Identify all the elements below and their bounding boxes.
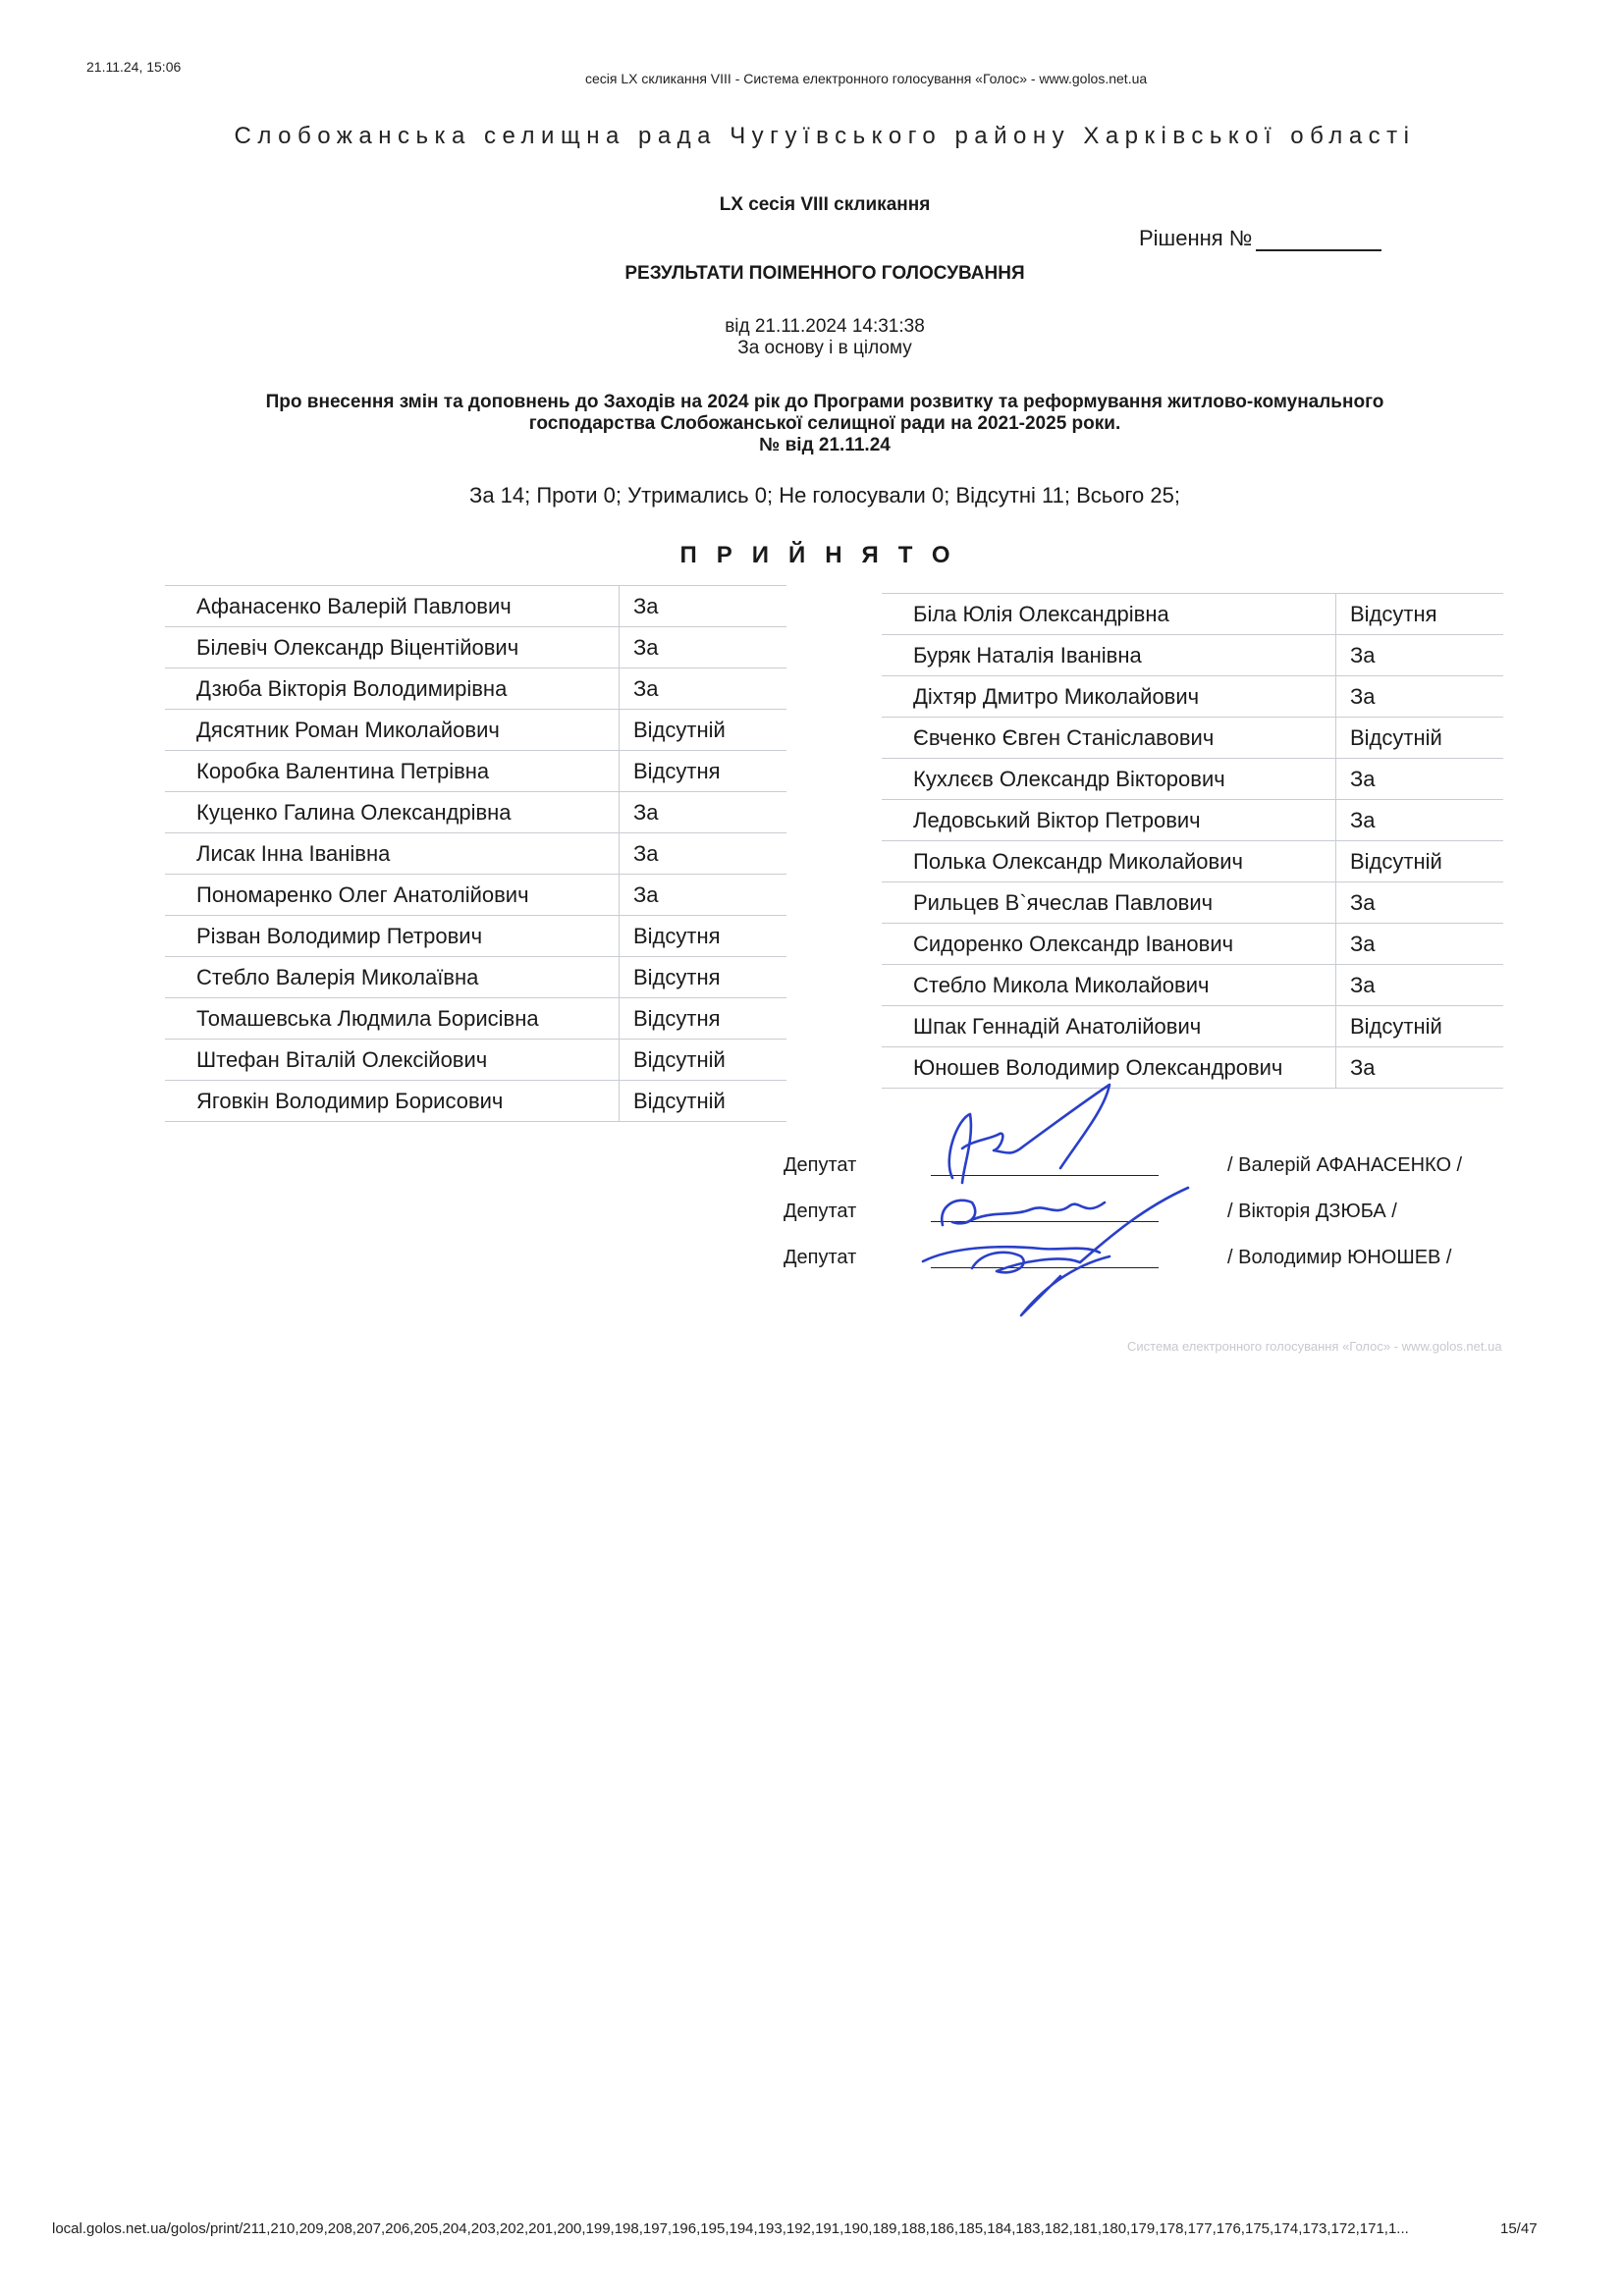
vote-status: Відсутня [1336, 594, 1504, 635]
vote-row [882, 841, 1503, 882]
vote-row [882, 759, 1503, 800]
vote-date: від 21.11.2024 14:31:38 [725, 316, 925, 337]
signature-stroke [967, 1202, 1105, 1222]
resolution-number: № від 21.11.24 [759, 435, 891, 455]
signatory-role: Депутат [784, 1247, 857, 1268]
vote-row [165, 998, 786, 1040]
deputy-name: Різван Володимир Петрович [165, 916, 620, 957]
deputy-name: Сидоренко Олександр Іванович [882, 924, 1336, 965]
vote-row [882, 965, 1503, 1006]
signature-stroke [1023, 1085, 1110, 1168]
deputy-name: Біла Юлія Олександрівна [882, 594, 1336, 635]
vote-row [165, 668, 786, 710]
decision-label: Рішення № [1139, 226, 1253, 250]
signature-stroke [1021, 1256, 1110, 1315]
decision-number [1139, 226, 1381, 251]
resolution-title-line2: господарства Слобожанської селищної ради на 2021-2025 роки. [528, 413, 1121, 434]
votes-table-right [882, 593, 1503, 1089]
deputy-name: Дясятник Роман Миколайович [165, 710, 620, 751]
vote-status: За [620, 586, 787, 627]
signatory-name: / Вікторія ДЗЮБА / [1227, 1201, 1397, 1222]
deputy-name: Дзюба Вікторія Володимирівна [165, 668, 620, 710]
deputy-name: Лисак Інна Іванівна [165, 833, 620, 875]
vote-status: Відсутня [620, 998, 787, 1040]
vote-status: За [620, 668, 787, 710]
vote-row [882, 635, 1503, 676]
vote-row [165, 916, 786, 957]
vote-row [165, 586, 786, 627]
vote-row [165, 792, 786, 833]
vote-row [882, 718, 1503, 759]
vote-row [165, 710, 786, 751]
results-title: РЕЗУЛЬТАТИ ПОІМЕННОГО ГОЛОСУВАННЯ [624, 263, 1025, 284]
vote-row [882, 594, 1503, 635]
signatory-role: Депутат [784, 1154, 857, 1176]
signatory-role: Депутат [784, 1201, 857, 1222]
deputy-name: Кухлєєв Олександр Вікторович [882, 759, 1336, 800]
vote-status: За [1336, 676, 1504, 718]
vote-status: Відсутній [1336, 718, 1504, 759]
deputy-name: Ледовський Віктор Петрович [882, 800, 1336, 841]
vote-row [165, 957, 786, 998]
page-number: 15/47 [1500, 2220, 1538, 2237]
vote-row [882, 676, 1503, 718]
deputy-name: Стебло Микола Миколайович [882, 965, 1336, 1006]
deputy-name: Томашевська Людмила Борисівна [165, 998, 620, 1040]
deputy-name: Куценко Галина Олександрівна [165, 792, 620, 833]
signature-stroke [949, 1114, 971, 1183]
vote-row [882, 800, 1503, 841]
vote-status: За [1336, 759, 1504, 800]
vote-status: Відсутній [1336, 841, 1504, 882]
council-name: Слобожанська селищна рада Чугуївського району Харківської області [234, 123, 1416, 149]
deputy-name: Пономаренко Олег Анатолійович [165, 875, 620, 916]
deputy-name: Афанасенко Валерій Павлович [165, 586, 620, 627]
vote-status: За [1336, 1047, 1504, 1089]
vote-row [165, 627, 786, 668]
vote-row [882, 924, 1503, 965]
deputy-name: Рильцев В`ячеслав Павлович [882, 882, 1336, 924]
vote-status: За [1336, 635, 1504, 676]
vote-status: Відсутня [620, 751, 787, 792]
deputy-name: Євченко Євген Станіславович [882, 718, 1336, 759]
vote-row [165, 875, 786, 916]
vote-status: За [1336, 965, 1504, 1006]
handwritten-signatures [913, 1080, 1198, 1325]
session-title: LX сесія VIII скликання [719, 194, 931, 215]
vote-status: Відсутня [620, 916, 787, 957]
vote-summary: За 14; Проти 0; Утримались 0; Не голосували 0; Відсутні 11; Всього 25; [469, 483, 1180, 507]
vote-status: Відсутній [1336, 1006, 1504, 1047]
vote-row [882, 1006, 1503, 1047]
print-system-title: сесія LX скликання VIII - Система електронного голосування «Голос» - www.golos.net.ua [585, 71, 1148, 86]
deputy-name: Шпак Геннадій Анатолійович [882, 1006, 1336, 1047]
vote-status: Відсутній [620, 1040, 787, 1081]
signatory-name: / Володимир ЮНОШЕВ / [1227, 1247, 1452, 1268]
signatory-name: / Валерій АФАНАСЕНКО / [1227, 1154, 1463, 1176]
vote-row [882, 882, 1503, 924]
deputy-name: Стебло Валерія Миколаївна [165, 957, 620, 998]
signature-stroke [972, 1253, 1080, 1273]
resolution-title-line1: Про внесення змін та доповнень до Заходів на 2024 рік до Програми розвитку та реформування житлово-комунального [265, 392, 1384, 412]
vote-status: За [620, 627, 787, 668]
vote-status: Відсутній [620, 1081, 787, 1122]
vote-status: Відсутня [620, 957, 787, 998]
vote-row [165, 1081, 786, 1122]
vote-basis: За основу і в цілому [737, 338, 912, 358]
vote-row [165, 833, 786, 875]
vote-status: За [1336, 924, 1504, 965]
vote-status: Відсутній [620, 710, 787, 751]
print-footer-url[interactable]: local.golos.net.ua/golos/print/211,210,209,208,207,206,205,204,203,202,201,200,199,198,197,196,195,194,193,192,191,190,189,188,186,185,184,183,182,181,180,179,178,177,176,175,174,173,172,171,1... [52, 2220, 1409, 2237]
vote-status: За [1336, 882, 1504, 924]
vote-status: За [620, 833, 787, 875]
vote-row [165, 751, 786, 792]
vote-row [165, 1040, 786, 1081]
faint-system-footer: Система електронного голосування «Голос» - www.golos.net.ua [1127, 1339, 1502, 1354]
deputy-name: Юношев Володимир Олександрович [882, 1047, 1336, 1089]
decision-blank-line [1256, 232, 1381, 251]
print-datetime: 21.11.24, 15:06 [86, 59, 182, 75]
deputy-name: Яговкін Володимир Борисович [165, 1081, 620, 1122]
vote-status: За [620, 792, 787, 833]
deputy-name: Білевіч Олександр Віцентійович [165, 627, 620, 668]
vote-status: За [620, 875, 787, 916]
deputy-name: Буряк Наталія Іванівна [882, 635, 1336, 676]
votes-table-left [165, 585, 786, 1122]
vote-outcome: ПРИЙНЯТО [679, 542, 970, 568]
deputy-name: Штефан Віталій Олексійович [165, 1040, 620, 1081]
deputy-name: Коробка Валентина Петрівна [165, 751, 620, 792]
vote-status: За [1336, 800, 1504, 841]
deputy-name: Полька Олександр Миколайович [882, 841, 1336, 882]
deputy-name: Діхтяр Дмитро Миколайович [882, 676, 1336, 718]
